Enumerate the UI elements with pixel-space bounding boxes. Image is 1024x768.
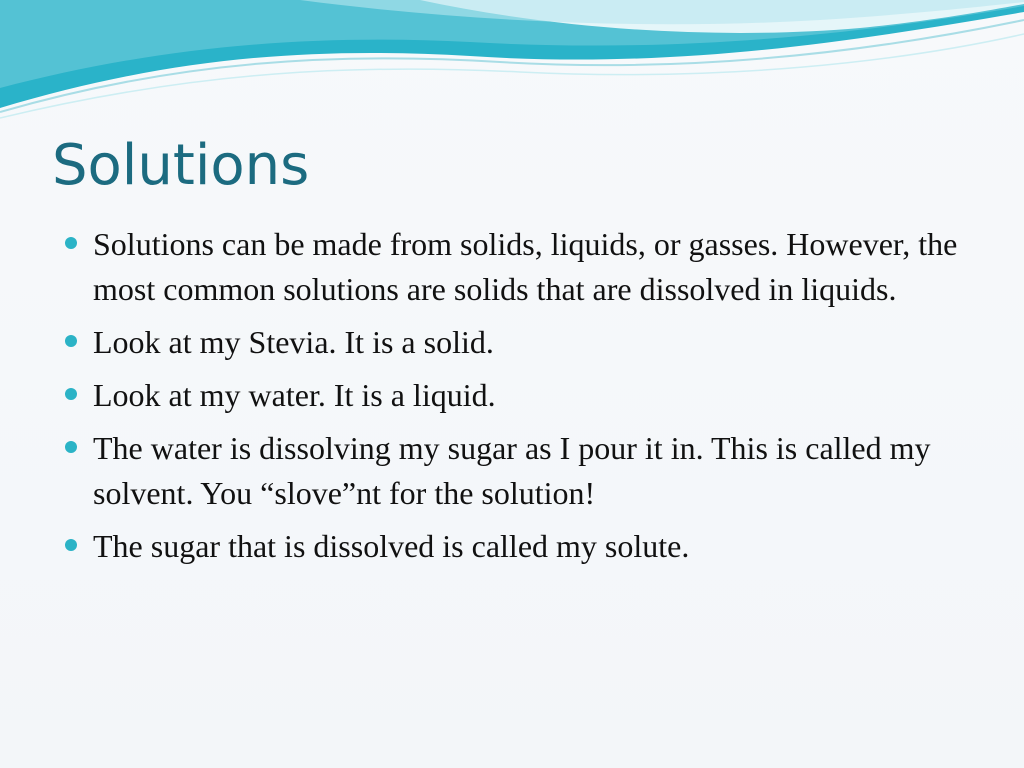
bullet-dot-icon — [65, 539, 77, 551]
bullet-item — [60, 373, 960, 418]
bullet-item — [60, 524, 960, 569]
bullet-text: Look at my water. It is a liquid. — [93, 377, 496, 413]
bullet-dot-icon — [65, 441, 77, 453]
bullet-dot-icon — [65, 237, 77, 249]
bullet-text: Solutions can be made from solids, liquids, or gasses. However, the most common solutions are solids that are dissolved in liquids. — [93, 226, 958, 307]
bullet-item — [60, 222, 960, 312]
bullet-item — [60, 426, 960, 516]
slide-title: Solutions — [52, 133, 310, 198]
wave-header-decoration — [0, 0, 1024, 130]
bullet-list — [60, 222, 960, 577]
bullet-text: The water is dissolving my sugar as I pour it in. This is called my solvent. You “slove”nt for the solution! — [93, 430, 931, 511]
bullet-text: Look at my Stevia. It is a solid. — [93, 324, 494, 360]
bullet-dot-icon — [65, 335, 77, 347]
bullet-dot-icon — [65, 388, 77, 400]
bullet-text: The sugar that is dissolved is called my solute. — [93, 528, 690, 564]
bullet-item — [60, 320, 960, 365]
